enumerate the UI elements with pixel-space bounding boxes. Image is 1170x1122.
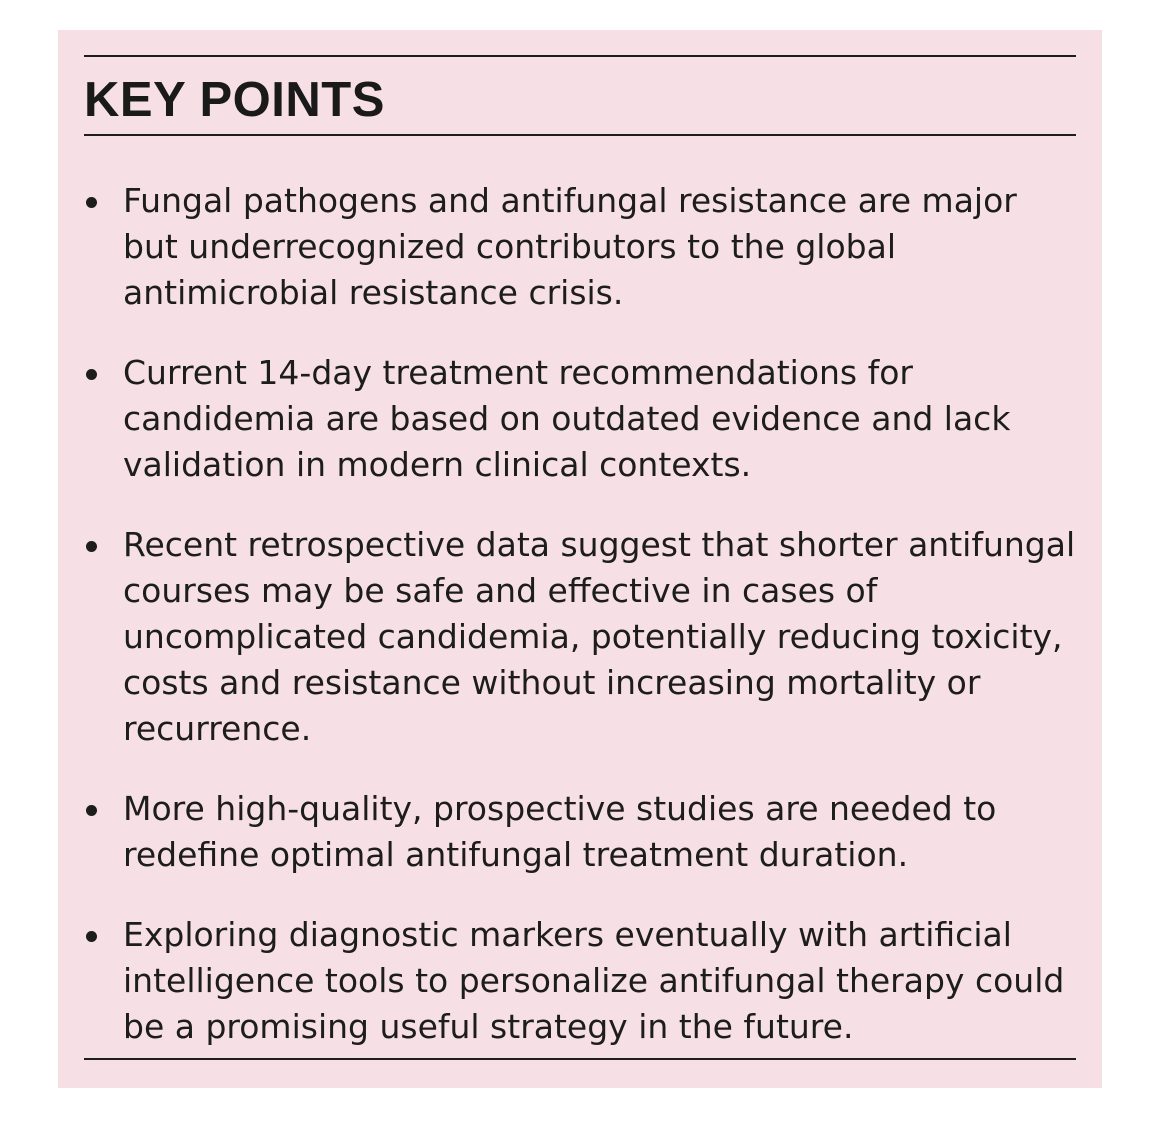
key-points-list bbox=[84, 178, 1076, 1084]
heading-divider bbox=[84, 134, 1076, 136]
key-point-text: Fungal pathogens and antifungal resistance are major but underrecognized contributors to the global antimicrobial resistance crisis. bbox=[123, 181, 1017, 312]
key-points-box bbox=[58, 30, 1102, 1088]
bullet-icon bbox=[86, 369, 97, 380]
key-point-item bbox=[84, 522, 1076, 752]
key-point-text: Recent retrospective data suggest that shorter antifungal courses may be safe and effective in cases of uncomplicated candidemia, potentially reducing toxicity, costs and resistance without increasing mortality or recurrence. bbox=[123, 525, 1076, 748]
top-divider bbox=[84, 55, 1076, 57]
bullet-icon bbox=[86, 931, 97, 942]
bottom-divider bbox=[84, 1058, 1076, 1060]
key-points-heading: KEY POINTS bbox=[84, 73, 385, 127]
key-point-item bbox=[84, 786, 1076, 878]
key-point-item bbox=[84, 912, 1076, 1050]
key-point-item bbox=[84, 350, 1076, 488]
key-point-text: More high-quality, prospective studies are needed to redefine optimal antifungal treatment duration. bbox=[123, 789, 997, 874]
key-point-text: Exploring diagnostic markers eventually with artificial intelligence tools to personalize antifungal therapy could be a promising useful strategy in the future. bbox=[123, 915, 1065, 1046]
key-point-text: Current 14-day treatment recommendations for candidemia are based on outdated evidence and lack validation in modern clinical contexts. bbox=[123, 353, 1011, 484]
key-point-item bbox=[84, 178, 1076, 316]
bullet-icon bbox=[86, 805, 97, 816]
bullet-icon bbox=[86, 197, 97, 208]
bullet-icon bbox=[86, 541, 97, 552]
